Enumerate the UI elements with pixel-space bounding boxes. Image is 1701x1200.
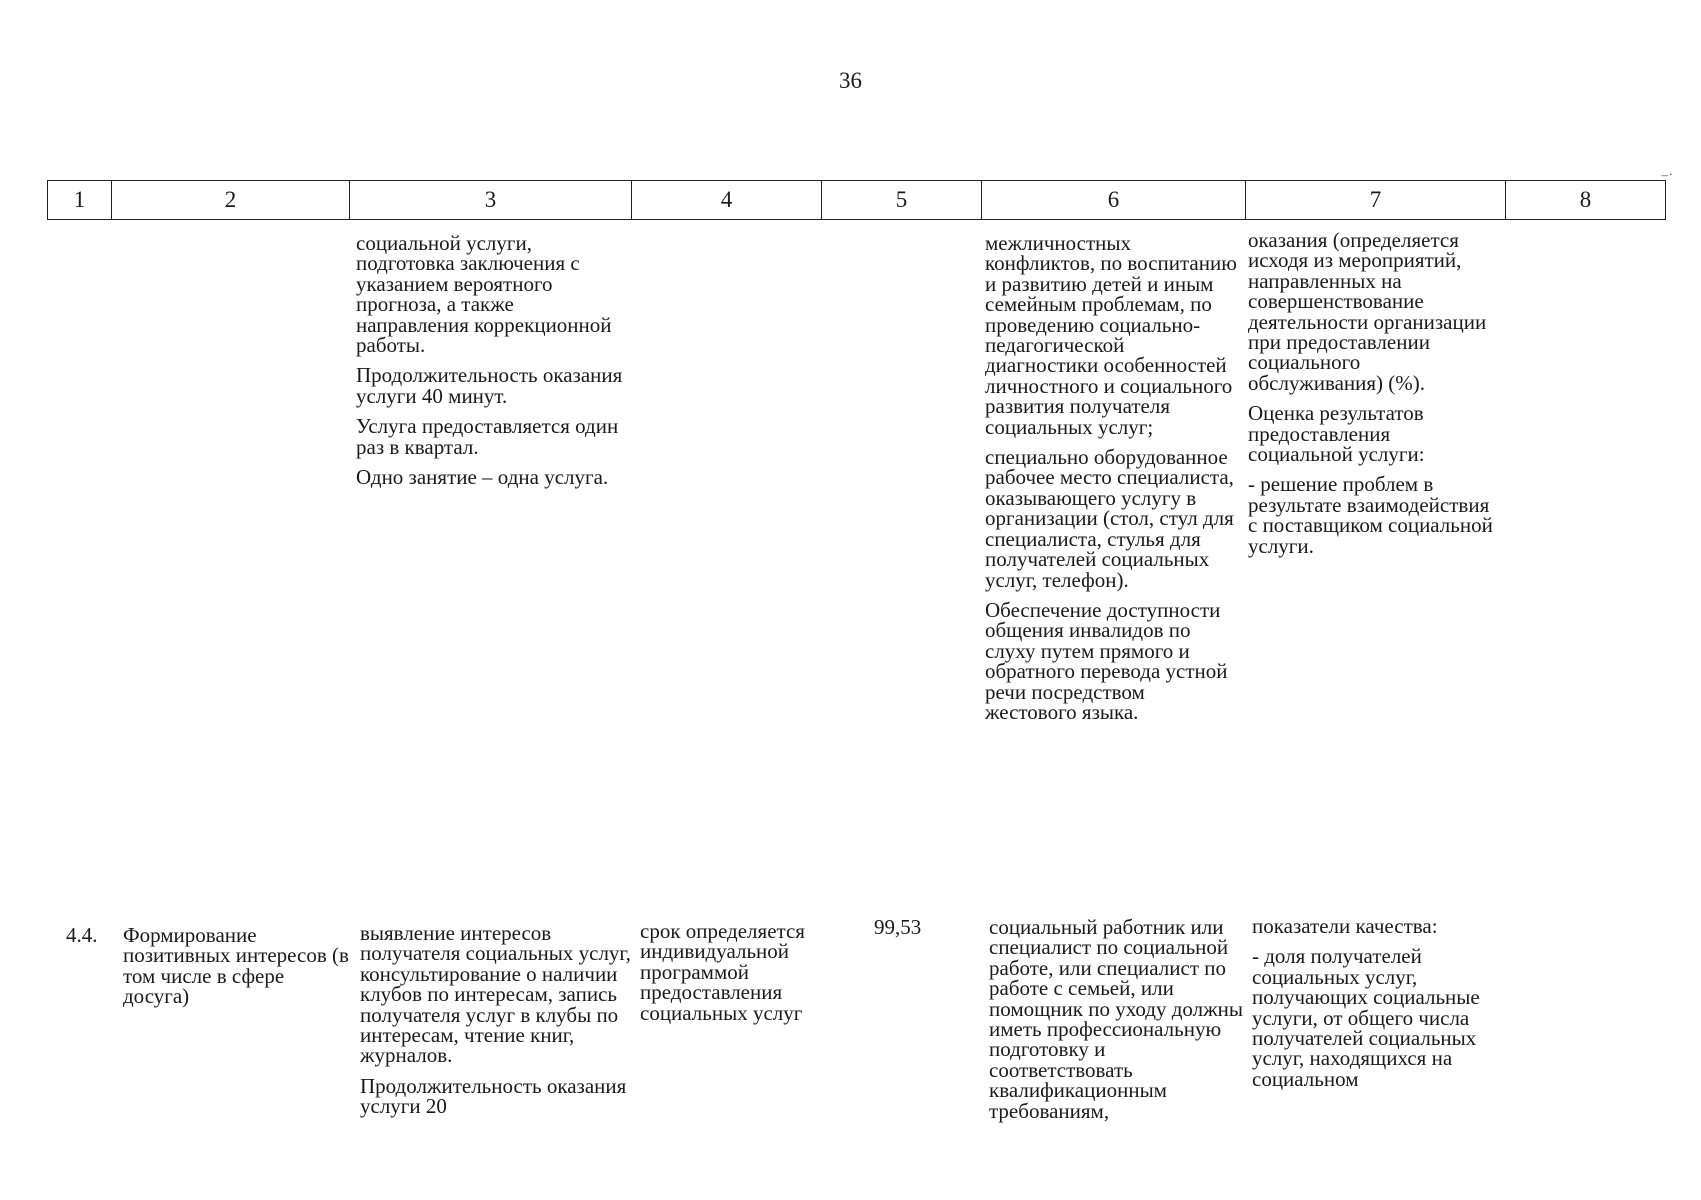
paragraph: Продолжительность оказания услуги 20 (360, 1073, 627, 1119)
page-number: 36 (839, 68, 862, 93)
paragraph: межличностных конфликтов, по воспитанию и развитию детей и иным семейным проблемам, по проведению социально-педагогической диагностики особенностей личностного и социального развития получателя социальных услуг; (985, 231, 1237, 439)
paragraph: Оценка результатов предоставления социальной услуги: (1248, 401, 1425, 467)
paragraph: Обеспечение доступности общения инвалидов по слуху путем прямого и обратного перевода устной речи посредством жестового языка. (985, 597, 1228, 724)
header-cell-3: 3 (350, 181, 632, 220)
paragraph: показатели качества: (1252, 914, 1438, 938)
header-cell-4: 4 (632, 181, 822, 220)
row-4-4-col4: срок определяется индивидуальной программой предоставления социальных услуг (640, 919, 805, 1025)
header-cell-7: 7 (1246, 181, 1506, 220)
paragraph: специально оборудованное рабочее место специалиста, оказывающего услугу в организации (стол, стул для специалиста, стулья для получателей социальных услуг, телефон). (985, 445, 1234, 592)
corner-mark: –· (1661, 168, 1673, 183)
paragraph: - доля получателей социальных услуг, получающих социальные услуги, от общего числа получателей социальных услуг, находящихся на социальном (1252, 944, 1480, 1091)
paragraph: оказания (определяется исходя из мероприятий, направленных на совершенствование деятельности организации при предоставлении социального обслуживания) (%). (1248, 228, 1487, 395)
row-4-4-col5: 99,53 (874, 915, 922, 939)
header-cell-1: 1 (48, 181, 112, 220)
column-header-table (47, 180, 1666, 220)
header-cell-8: 8 (1506, 181, 1666, 220)
paragraph: Услуга предоставляется один раз в квартал. (356, 414, 619, 459)
continued-row-col7 (1248, 230, 1498, 556)
paragraph: Продолжительность оказания услуги 40 минут. (356, 363, 623, 408)
paragraph: Одно занятие – одна услуга. (356, 465, 609, 490)
continued-row-col3 (356, 231, 626, 490)
paragraph: выявление интересов получателя социальных услуг, консультирование о наличии клубов по интересам, запись получателя услуг в клубы по интересам, чтение книг, журналов. (360, 921, 631, 1068)
continued-row-col6 (985, 233, 1241, 722)
header-row (48, 181, 1666, 220)
row-4-4-name: Формирование позитивных интересов (в том числе в сфере досуга) (123, 923, 349, 1009)
row-4-4-col3 (360, 923, 632, 1117)
row-4-4-col6: социальный работник или специалист по социальной работе, или специалист по работе с семьей, или помощник по уходу должны иметь профессиональную подготовку и соответствовать квалификационным требованиям, (989, 915, 1243, 1123)
header-cell-5: 5 (822, 181, 982, 220)
header-cell-6: 6 (982, 181, 1246, 220)
row-4-4-number: 4.4. (66, 923, 98, 947)
header-cell-2: 2 (112, 181, 350, 220)
paragraph: социальной услуги, подготовка заключения с указанием вероятного прогноза, а также направления коррекционной работы. (356, 231, 612, 358)
row-4-4-col7 (1252, 916, 1502, 1089)
paragraph: - решение проблем в результате взаимодействия с поставщиком социальной услуги. (1248, 472, 1493, 558)
